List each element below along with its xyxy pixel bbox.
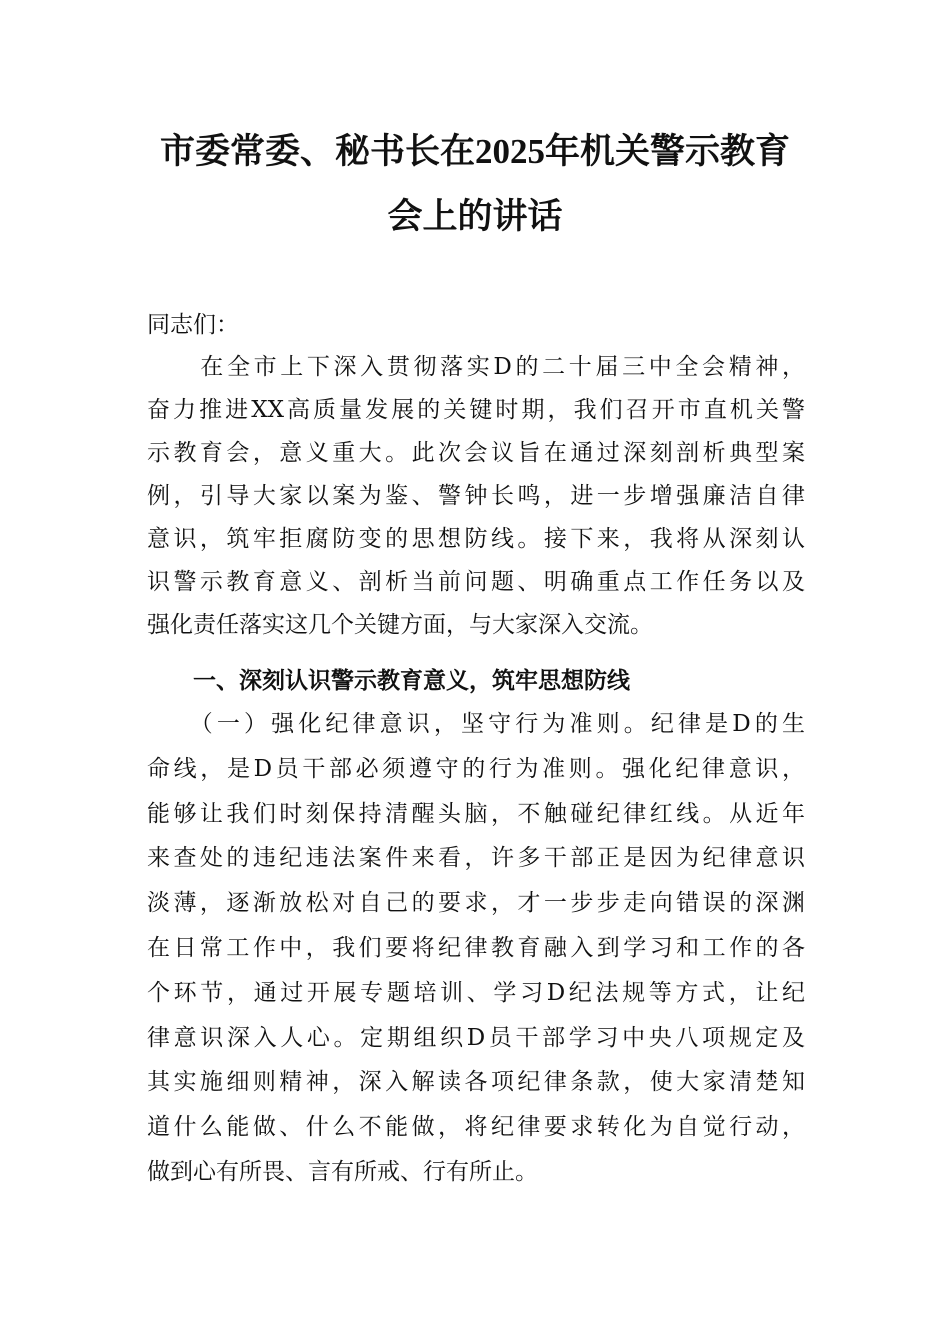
section-heading: 一、深刻认识警示教育意义，筑牢思想防线 — [147, 668, 630, 694]
text-line: 在日常工作中，我们要将纪律教育融入到学习和工作的各 — [147, 935, 805, 961]
text-line: 奋力推进XX高质量发展的关键时期，我们召开市直机关警 — [147, 397, 805, 423]
text-line: 命线，是D员干部必须遵守的行为准则。强化纪律意识， — [147, 755, 805, 782]
document-title-line-1: 市委常委、秘书长在2025年机关警示教育 — [159, 132, 790, 171]
text-line: 做到心有所畏、言有所戒、行有所止。 — [147, 1159, 538, 1185]
text-line: 例，引导大家以案为鉴、警钟长鸣，进一步增强廉洁自律 — [147, 483, 805, 509]
text-line: 其实施细则精神，深入解读各项纪律条款，使大家清楚知 — [147, 1069, 805, 1096]
text-line: 道什么能做、什么不能做，将纪律要求转化为自觉行动， — [147, 1114, 805, 1141]
text-line: 来查处的违纪违法案件来看，许多干部正是因为纪律意识 — [147, 845, 805, 872]
text-line: 律意识深入人心。定期组织D员干部学习中央八项规定及 — [147, 1024, 805, 1051]
text-line: 个环节，通过开展专题培训、学习D纪法规等方式，让纪 — [147, 979, 805, 1006]
text-line: （一）强化纪律意识，坚守行为准则。纪律是D的生 — [147, 711, 805, 737]
document-title-line-2: 会上的讲话 — [387, 197, 563, 236]
text-line: 示教育会，意义重大。此次会议旨在通过深刻剖析典型案 — [147, 440, 805, 466]
text-line: 识警示教育意义、剖析当前问题、明确重点工作任务以及 — [147, 569, 805, 595]
salutation: 同志们： — [147, 312, 239, 338]
text-line: 淡薄，逐渐放松对自己的要求，才一步步走向错误的深渊 — [147, 890, 805, 917]
text-line: 在全市上下深入贯彻落实D的二十届三中全会精神， — [147, 354, 805, 380]
text-line: 强化责任落实这几个关键方面，与大家深入交流。 — [147, 612, 653, 638]
text-line: 能够让我们时刻保持清醒头脑，不触碰纪律红线。从近年 — [147, 800, 805, 827]
text-line: 意识，筑牢拒腐防变的思想防线。接下来，我将从深刻认 — [147, 526, 805, 552]
